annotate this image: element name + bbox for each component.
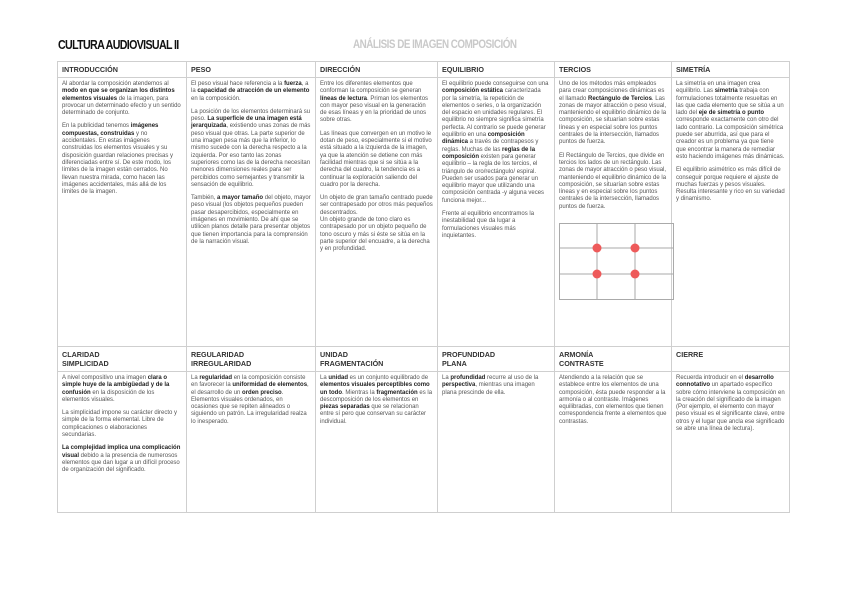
header-armonia: ARMONÍA CONTRASTE [555,347,672,372]
simetria-paragraph-1: La simetría en una imagen crea equilibrio. Las simetría trabaja con formulaciones totalmente resueltas en las que cada elemento que se sitúa a un lado del eje de simetría o punto corresponde exactamente con otro del lado contrario. La composición simétrica puede ser aburrida, así que para el creador es un problema ya que tiene que encontrar la manera de remediar esto haciendo imágenes más dinámicas. [676,81,785,160]
header-simetria: SIMETRÍA [672,62,790,78]
header-cierre: CIERRE [672,347,790,372]
equilibrio-paragraph-2: Frente al equilibrio encontramos la inestabilidad que da lugar a formulaciones visuales más inquietantes. [442,211,535,239]
composition-table [57,61,790,513]
cell-simetria [672,78,790,347]
table-header-row [58,62,790,78]
direccion-paragraph-2: Las líneas que convergen en un motivo le dotan de peso, especialmente si el motivo está situado a la izquierda de la imagen, ya que la atención se detiene con más facilidad mientras que si se sitúa a la derecha del cuadro, la tendencia es a continuar la exploración saliendo del cuadro por la derecha. [320,130,432,188]
intro-paragraph-1: Al abordar la composición atendemos al modo en que se organizan los distintos elementos visuales de la imagen, para provocar un determinado efecto y un sentido determinado de conjunto. [62,81,181,117]
unidad-paragraph-1: La unidad es un conjunto equilibrado de elementos visuales perceptibles como un todo. Mientras la fragmentación es la descomposición de los elementos en piezas separadas que se relacionan entre sí pero que conservan su carácter individual. [320,375,433,425]
regularidad-paragraph-1: La regularidad en la composición consiste en favorecer la uniformidad de elementos, el desarrollo de un orden preciso. Elementos visuales ordenados, en ocasiones que se repiten alineados o siguiendo un patrón. La irregularidad realza lo inesperado. [191,375,309,425]
cell-cierre [672,372,790,513]
cell-claridad [58,372,187,513]
claridad-paragraph-1: A nivel compositivo una imagen clara o simple huye de la ambigüedad y de la confusión en la disposición de los elementos visuales. [62,375,170,403]
thirds-frame [560,224,674,300]
cell-peso [187,78,316,347]
cell-equilibrio [438,78,555,347]
cell-tercios [555,78,672,347]
simetria-paragraph-2: El equilibrio asimétrico es más difícil de conseguir porque requiere el ajuste de muchas fuerzas y pesos visuales. Resulta interesante y rico en su variedad y dinamismo. [676,167,785,203]
document-title: CULTURA AUDIOVISUAL II [58,37,179,52]
header-introduccion: INTRODUCCIÓN [58,62,187,78]
armonia-paragraph-1: Atendiendo a la relación que se establece entre los elementos de una composición, ésta puede responder a la armonía o al contraste. Imágenes equilibradas, con elementos que tienen correspondencia frente a elementos que contrastas. [559,375,667,425]
peso-paragraph-2: La posición de los elementos determinará su peso. La superficie de una imagen está jerarquizada, existiendo unas zonas de más peso visual que otras. La parte superior de una imagen pesa más que la inferior, lo mismo sucede con la derecha respecto a la izquierda. Por eso tanto las zonas superiores como las de la derecha necesitan menores dimensiones reales para ser percibidos como semejantes y transmitir la sensación de equilibrio. [191,108,311,188]
direccion-paragraph-1: Entre los diferentes elementos que conforman la composición se generan líneas de lectura. Priman los elementos con mayor peso visual en la generación de esas líneas y en la prioridad de unos sobre otras. [320,81,429,124]
power-point-top-left [593,244,602,253]
rule-of-thirds-diagram [559,223,674,300]
header-peso: PESO [187,62,316,78]
cell-direccion [316,78,438,347]
tercios-paragraph-1: Uno de los métodos más empleados para crear composiciones dinámicas es el llamado Rectángulo de Tercios. Las zonas de mayor atracción o peso visual, manteniendo el equilibrio dinámico de la composición, se situarían sobre estas líneas y en especial sobre los puntos centrales de la intersección, llamados puntos de fuerza. [559,81,667,146]
claridad-paragraph-3: La complejidad implica una complicación visual debido a la presencia de numerosos elementos que dan lugar a un difícil proceso de organización del significado. [62,445,181,474]
table-header-row-2 [58,347,790,372]
cell-introduccion [58,78,187,347]
header-regularidad: REGULARIDAD IRREGULARIDAD [187,347,316,372]
table-body-row [58,78,790,347]
power-point-bottom-left [593,270,602,279]
power-point-top-right [631,244,640,253]
table-body-row-2 [58,372,790,513]
power-point-bottom-right [631,270,640,279]
peso-paragraph-3: También, a mayor tamaño del objeto, mayor peso visual (los objetos pequeños pueden pasar desapercibidos, especialmente en imágenes en movimiento. De ahí que se utilicen planos detalle para presentar objetos que tienen importancia para la comprensión de la narración visual. [191,195,311,245]
header-claridad: CLARIDAD SIMPLICIDAD [58,347,187,372]
peso-paragraph-1: El peso visual hace referencia a la fuerza, a la capacidad de atracción de un elemento en la composición. [191,81,310,102]
cierre-paragraph-1: Recuerda introducir en el desarrollo connotativo un apartado específico sobre cómo interviene la composición en la creación del significado de la imagen (Por ejemplo, el elemento con mayor peso visual es el significante clave, entre otros y el lugar que ancla ese significado se abre una línea de lectura). [676,375,785,433]
header-direccion: DIRECCIÓN [316,62,438,78]
header-equilibrio: EQUILIBRIO [438,62,555,78]
equilibrio-paragraph-1: El equilibrio puede conseguirse con una composición estática caracterizada por la simetría, la repetición de elementos o series, o la organización del espacio en unidades regulares. El equilibrio no siempre significa simetría perfecta. Al contrario se puede generar equilibrio en una composición dinámica a través de contrapesos y reglas. Muchas de las reglas de la composición existen para generar equilibrio – la regla de los tercios, el triángulo de oro/rectángulo/ espiral. Pueden ser usados para generar un equilibrio mayor que utilizando una composición centrada -y alguna veces funciona mejor... [442,81,549,204]
header-profundidad: PROFUNDIDAD PLANA [438,347,555,372]
header-tercios: TERCIOS [555,62,672,78]
cell-regularidad [187,372,316,513]
header-unidad: UNIDAD FRAGMENTACIÓN [316,347,438,372]
direccion-paragraph-3: Un objeto de gran tamaño centrado puede ser contrapesado por otros más pequeños descentrados. Un objeto grande de tono claro es contrapesado por un objeto pequeño de tono oscuro y más si éste se sitúa en la parte superior del encuadre, a la derecha y en profundidad. [320,195,433,253]
tercios-paragraph-2: El Rectángulo de Tercios, que divide en tercios los lados de un rectángulo. Las zonas de mayor atracción o peso visual, manteniendo el equilibrio dinámico de la composición, se situarían sobre estas líneas y en especial sobre los puntos centrales de la intersección, llamados puntos de fuerza. [559,152,667,210]
claridad-paragraph-2: La simplicidad impone su carácter directo y simple de la forma elemental. Libre de complicaciones o elaboraciones secundarias. [62,410,178,439]
cell-armonia [555,372,672,513]
cell-profundidad [438,372,555,513]
intro-paragraph-2: En la publicidad tenemos imágenes compuestas, construidas y no accidentales. En estas imágenes construidas los elementos visuales y su disposición guardan relaciones precisas y diferenciadas entre sí. De este modo, los límites de la imagen están cerrados. No llevan nuestra mirada, como hacen las imágenes accidentales, más allá de los límites de la imagen. [62,123,174,196]
cell-unidad [316,372,438,513]
document-subtitle: ANÁLISIS DE IMAGEN COMPOSICIÓN [353,37,517,51]
profundidad-paragraph-1: La profundidad recurre al uso de la perspectiva, mientras una imagen plana prescinde de ella. [442,375,539,396]
